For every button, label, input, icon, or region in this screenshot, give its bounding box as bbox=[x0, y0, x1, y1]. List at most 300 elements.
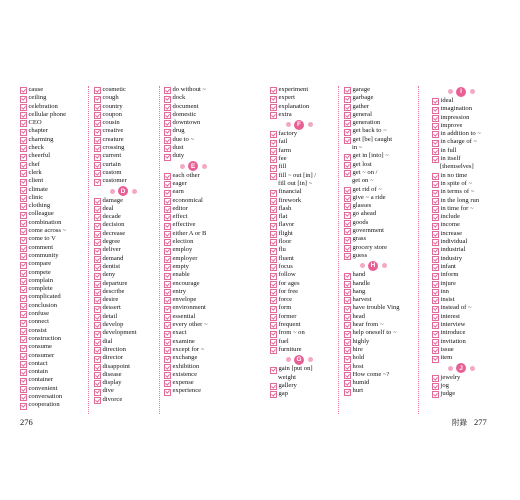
checkbox-icon[interactable] bbox=[164, 389, 171, 396]
checkbox-icon[interactable] bbox=[164, 129, 171, 136]
checkbox-icon[interactable] bbox=[94, 314, 101, 321]
checkbox-icon[interactable] bbox=[344, 339, 351, 346]
vocab-word: employer bbox=[172, 254, 198, 262]
checkbox-icon[interactable] bbox=[94, 273, 101, 280]
checkbox-icon[interactable] bbox=[20, 320, 27, 327]
vocab-word: examine bbox=[172, 337, 195, 345]
checkbox-icon[interactable] bbox=[20, 403, 27, 410]
checkbox-icon[interactable] bbox=[20, 170, 27, 177]
checkbox-icon[interactable] bbox=[270, 322, 277, 329]
vocab-word: invitation bbox=[440, 337, 466, 345]
vocab-entry bbox=[164, 313, 222, 321]
checkbox-icon[interactable] bbox=[344, 273, 351, 280]
checkbox-icon[interactable] bbox=[164, 87, 171, 94]
checkbox-icon[interactable] bbox=[20, 195, 27, 202]
checkbox-icon[interactable] bbox=[344, 322, 351, 329]
checkbox-icon[interactable] bbox=[432, 148, 439, 155]
checkbox-icon[interactable] bbox=[164, 380, 171, 387]
checkbox-icon[interactable] bbox=[20, 286, 27, 293]
vocab-word: farm bbox=[278, 146, 291, 154]
checkbox-icon[interactable] bbox=[270, 165, 277, 172]
checkbox-icon[interactable] bbox=[432, 173, 439, 180]
section-letter-badge: G bbox=[294, 355, 304, 365]
checkbox-icon[interactable] bbox=[432, 314, 439, 321]
checkbox-icon[interactable] bbox=[94, 162, 101, 169]
checkbox-icon[interactable] bbox=[20, 87, 27, 94]
checkbox-icon[interactable] bbox=[270, 306, 277, 313]
checkbox-icon[interactable] bbox=[94, 96, 101, 103]
vocab-word: due to ~ bbox=[172, 135, 195, 143]
checkbox-icon[interactable] bbox=[344, 137, 351, 144]
checkbox-icon[interactable] bbox=[164, 306, 171, 313]
checkbox-icon[interactable] bbox=[344, 170, 351, 177]
checkbox-icon[interactable] bbox=[270, 297, 277, 304]
checkbox-icon[interactable] bbox=[94, 281, 101, 288]
vocab-word: gallery bbox=[278, 381, 297, 389]
checkbox-icon[interactable] bbox=[20, 179, 27, 186]
checkbox-icon[interactable] bbox=[270, 273, 277, 280]
vocab-entry bbox=[270, 321, 328, 329]
vocab-entry bbox=[164, 387, 222, 395]
vocab-entry bbox=[20, 277, 66, 285]
checkbox-icon[interactable] bbox=[164, 190, 171, 197]
vocab-word: editor bbox=[172, 204, 188, 212]
vocab-word: garbage bbox=[352, 94, 374, 102]
vocab-word: handle bbox=[352, 279, 371, 287]
vocab-word: income bbox=[440, 221, 460, 229]
vocab-entry bbox=[20, 136, 66, 144]
checkbox-icon[interactable] bbox=[432, 331, 439, 338]
checkbox-icon[interactable] bbox=[94, 206, 101, 213]
checkbox-icon[interactable] bbox=[164, 347, 171, 354]
checkbox-icon[interactable] bbox=[270, 391, 277, 398]
checkbox-icon[interactable] bbox=[344, 104, 351, 111]
checkbox-icon[interactable] bbox=[432, 273, 439, 280]
vocab-word: firework bbox=[278, 196, 302, 204]
checkbox-icon[interactable] bbox=[270, 248, 277, 255]
checkbox-icon[interactable] bbox=[432, 289, 439, 296]
checkbox-icon[interactable] bbox=[344, 120, 351, 127]
vocab-entry bbox=[20, 219, 66, 227]
checkbox-icon[interactable] bbox=[270, 148, 277, 155]
checkbox-icon[interactable] bbox=[164, 289, 171, 296]
vocab-word: dust bbox=[172, 144, 184, 152]
checkbox-icon[interactable] bbox=[20, 345, 27, 352]
checkbox-icon[interactable] bbox=[94, 129, 101, 136]
checkbox-icon[interactable] bbox=[344, 87, 351, 94]
checkbox-icon[interactable] bbox=[432, 375, 439, 382]
vocab-entry bbox=[94, 169, 152, 177]
checkbox-icon[interactable] bbox=[164, 364, 171, 371]
vocab-entry bbox=[432, 263, 490, 271]
checkbox-icon[interactable] bbox=[164, 331, 171, 338]
checkbox-icon[interactable] bbox=[432, 347, 439, 354]
checkbox-icon[interactable] bbox=[270, 214, 277, 221]
checkbox-icon[interactable] bbox=[20, 129, 27, 136]
checkbox-icon[interactable] bbox=[432, 190, 439, 197]
checkbox-icon[interactable] bbox=[20, 311, 27, 318]
checkbox-icon[interactable] bbox=[432, 98, 439, 105]
vocab-word: effective bbox=[172, 221, 196, 229]
checkbox-icon[interactable] bbox=[344, 237, 351, 244]
checkbox-icon[interactable] bbox=[94, 289, 101, 296]
checkbox-icon[interactable] bbox=[344, 245, 351, 252]
checkbox-icon[interactable] bbox=[164, 104, 171, 111]
checkbox-icon[interactable] bbox=[270, 206, 277, 213]
checkbox-icon[interactable] bbox=[164, 223, 171, 230]
vocab-entry bbox=[432, 213, 490, 221]
checkbox-icon[interactable] bbox=[20, 328, 27, 335]
checkbox-icon[interactable] bbox=[270, 87, 277, 94]
checkbox-icon[interactable] bbox=[20, 253, 27, 260]
vocab-word: extra bbox=[278, 110, 292, 118]
vocab-entry-continuation: in ~ bbox=[352, 144, 363, 152]
vocab-word: form bbox=[278, 304, 292, 312]
checkbox-icon[interactable] bbox=[164, 239, 171, 246]
checkbox-icon[interactable] bbox=[164, 372, 171, 379]
checkbox-icon[interactable] bbox=[432, 281, 439, 288]
checkbox-icon[interactable] bbox=[20, 361, 27, 368]
vocab-word: gather bbox=[352, 102, 369, 110]
vocab-entry bbox=[270, 197, 328, 205]
checkbox-icon[interactable] bbox=[164, 264, 171, 271]
checkbox-icon[interactable] bbox=[164, 206, 171, 213]
checkbox-icon[interactable] bbox=[20, 162, 27, 169]
checkbox-icon[interactable] bbox=[432, 181, 439, 188]
checkbox-icon[interactable] bbox=[432, 383, 439, 390]
checkbox-icon[interactable] bbox=[432, 248, 439, 255]
checkbox-icon[interactable] bbox=[20, 295, 27, 302]
vocab-word: each other bbox=[172, 171, 200, 179]
vocab-word: customer bbox=[102, 177, 127, 185]
checkbox-icon[interactable] bbox=[94, 239, 101, 246]
section-letter-badge: I bbox=[456, 87, 466, 97]
checkbox-icon[interactable] bbox=[164, 181, 171, 188]
checkbox-icon[interactable] bbox=[432, 115, 439, 122]
checkbox-icon[interactable] bbox=[270, 339, 277, 346]
checkbox-icon[interactable] bbox=[344, 212, 351, 219]
checkbox-icon[interactable] bbox=[20, 237, 27, 244]
checkbox-icon[interactable] bbox=[344, 356, 351, 363]
checkbox-icon[interactable] bbox=[344, 314, 351, 321]
checkbox-icon[interactable] bbox=[432, 264, 439, 271]
vocab-entry bbox=[432, 390, 490, 398]
vocab-word: display bbox=[102, 379, 122, 387]
vocab-entry bbox=[20, 252, 66, 260]
checkbox-icon[interactable] bbox=[94, 264, 101, 271]
vocab-entry bbox=[344, 194, 402, 202]
checkbox-icon[interactable] bbox=[20, 336, 27, 343]
checkbox-icon[interactable] bbox=[20, 137, 27, 144]
checkbox-icon[interactable] bbox=[94, 145, 101, 152]
checkbox-icon[interactable] bbox=[164, 198, 171, 205]
vocab-entry bbox=[432, 354, 490, 362]
checkbox-icon[interactable] bbox=[20, 262, 27, 269]
vocab-entry bbox=[432, 147, 490, 155]
checkbox-icon[interactable] bbox=[344, 162, 351, 169]
checkbox-icon[interactable] bbox=[344, 187, 351, 194]
checkbox-icon[interactable] bbox=[432, 231, 439, 238]
checkbox-icon[interactable] bbox=[432, 339, 439, 346]
vocab-entry bbox=[270, 238, 328, 246]
checkbox-icon[interactable] bbox=[344, 347, 351, 354]
vocab-word: dentist bbox=[102, 262, 121, 270]
checkbox-icon[interactable] bbox=[164, 281, 171, 288]
vocab-word: for free bbox=[278, 287, 299, 295]
vocab-word: come across ~ bbox=[28, 227, 67, 235]
checkbox-icon[interactable] bbox=[94, 306, 101, 313]
vocab-entry bbox=[94, 280, 152, 288]
vocab-entry bbox=[270, 213, 328, 221]
checkbox-icon[interactable] bbox=[20, 270, 27, 277]
checkbox-icon[interactable] bbox=[432, 198, 439, 205]
checkbox-icon[interactable] bbox=[164, 297, 171, 304]
vocab-entry bbox=[432, 138, 490, 146]
checkbox-icon[interactable] bbox=[344, 129, 351, 136]
checkbox-icon[interactable] bbox=[20, 212, 27, 219]
checkbox-icon[interactable] bbox=[344, 297, 351, 304]
checkbox-icon[interactable] bbox=[94, 322, 101, 329]
checkbox-icon[interactable] bbox=[164, 339, 171, 346]
checkbox-icon[interactable] bbox=[20, 378, 27, 385]
vocab-word: complicated bbox=[28, 293, 61, 301]
checkbox-icon[interactable] bbox=[164, 322, 171, 329]
checkbox-icon[interactable] bbox=[164, 273, 171, 280]
checkbox-icon[interactable] bbox=[432, 107, 439, 114]
checkbox-icon[interactable] bbox=[432, 140, 439, 147]
vocab-word: consume bbox=[28, 343, 52, 351]
checkbox-icon[interactable] bbox=[94, 120, 101, 127]
checkbox-icon[interactable] bbox=[432, 297, 439, 304]
checkbox-icon[interactable] bbox=[270, 198, 277, 205]
checkbox-icon[interactable] bbox=[344, 154, 351, 161]
checkbox-icon[interactable] bbox=[20, 369, 27, 376]
checkbox-icon[interactable] bbox=[20, 353, 27, 360]
checkbox-icon[interactable] bbox=[94, 137, 101, 144]
vocab-word: comment bbox=[28, 243, 54, 251]
checkbox-icon[interactable] bbox=[270, 281, 277, 288]
checkbox-icon[interactable] bbox=[94, 198, 101, 205]
checkbox-icon[interactable] bbox=[164, 356, 171, 363]
vocab-word: exhibition bbox=[172, 362, 200, 370]
checkbox-icon[interactable] bbox=[270, 289, 277, 296]
vocab-word: get rid of ~ bbox=[352, 185, 382, 193]
checkbox-icon[interactable] bbox=[432, 306, 439, 313]
vocab-entry bbox=[164, 321, 222, 329]
checkbox-icon[interactable] bbox=[164, 248, 171, 255]
checkbox-icon[interactable] bbox=[270, 231, 277, 238]
checkbox-icon[interactable] bbox=[94, 112, 101, 119]
checkbox-icon[interactable] bbox=[164, 314, 171, 321]
checkbox-icon[interactable] bbox=[94, 154, 101, 161]
checkbox-icon[interactable] bbox=[94, 389, 101, 396]
checkbox-icon[interactable] bbox=[20, 145, 27, 152]
checkbox-icon[interactable] bbox=[432, 156, 439, 163]
checkbox-icon[interactable] bbox=[94, 364, 101, 371]
checkbox-icon[interactable] bbox=[94, 231, 101, 238]
checkbox-icon[interactable] bbox=[94, 339, 101, 346]
checkbox-icon[interactable] bbox=[20, 203, 27, 210]
checkbox-icon[interactable] bbox=[344, 253, 351, 260]
checkbox-icon[interactable] bbox=[20, 112, 27, 119]
checkbox-icon[interactable] bbox=[164, 112, 171, 119]
vocab-word: crossing bbox=[102, 144, 125, 152]
vocab-entry bbox=[164, 263, 222, 271]
checkbox-icon[interactable] bbox=[94, 297, 101, 304]
checkbox-icon[interactable] bbox=[270, 383, 277, 390]
vocab-word: empty bbox=[172, 262, 189, 270]
vocab-word: complain bbox=[28, 276, 54, 284]
checkbox-icon[interactable] bbox=[344, 228, 351, 235]
checkbox-icon[interactable] bbox=[432, 223, 439, 230]
vocab-entry bbox=[270, 288, 328, 296]
checkbox-icon[interactable] bbox=[344, 195, 351, 202]
checkbox-icon[interactable] bbox=[270, 96, 277, 103]
vocab-entry bbox=[94, 338, 152, 346]
checkbox-icon[interactable] bbox=[344, 203, 351, 210]
checkbox-icon[interactable] bbox=[20, 394, 27, 401]
checkbox-icon[interactable] bbox=[164, 96, 171, 103]
checkbox-icon[interactable] bbox=[270, 239, 277, 246]
checkbox-icon[interactable] bbox=[344, 380, 351, 387]
checkbox-icon[interactable] bbox=[94, 372, 101, 379]
checkbox-icon[interactable] bbox=[270, 264, 277, 271]
vocab-word: dive bbox=[102, 387, 114, 395]
checkbox-icon[interactable] bbox=[344, 389, 351, 396]
checkbox-icon[interactable] bbox=[432, 391, 439, 398]
checkbox-icon[interactable] bbox=[432, 322, 439, 329]
checkbox-icon[interactable] bbox=[344, 220, 351, 227]
vocab-word: host bbox=[352, 362, 364, 370]
checkbox-icon[interactable] bbox=[344, 96, 351, 103]
checkbox-icon[interactable] bbox=[20, 104, 27, 111]
vocab-entry bbox=[270, 221, 328, 229]
checkbox-icon[interactable] bbox=[94, 104, 101, 111]
checkbox-icon[interactable] bbox=[20, 120, 27, 127]
checkbox-icon[interactable] bbox=[344, 112, 351, 119]
checkbox-icon[interactable] bbox=[164, 173, 171, 180]
checkbox-icon[interactable] bbox=[432, 206, 439, 213]
checkbox-icon[interactable] bbox=[270, 112, 277, 119]
vocab-entry bbox=[94, 387, 152, 395]
vocab-entry bbox=[432, 280, 490, 288]
checkbox-icon[interactable] bbox=[270, 104, 277, 111]
checkbox-icon[interactable] bbox=[270, 367, 277, 374]
checkbox-icon[interactable] bbox=[164, 120, 171, 127]
checkbox-icon[interactable] bbox=[270, 131, 277, 138]
vocab-entry bbox=[94, 396, 152, 404]
vocab-entry bbox=[344, 86, 402, 94]
checkbox-icon[interactable] bbox=[270, 314, 277, 321]
checkbox-icon[interactable] bbox=[344, 364, 351, 371]
checkbox-icon[interactable] bbox=[270, 347, 277, 354]
vocab-entry bbox=[94, 313, 152, 321]
decorative-dot-icon bbox=[132, 189, 137, 194]
checkbox-icon[interactable] bbox=[270, 190, 277, 197]
vocab-entry bbox=[344, 103, 402, 111]
vocab-entry bbox=[94, 379, 152, 387]
checkbox-icon[interactable] bbox=[94, 347, 101, 354]
checkbox-icon[interactable] bbox=[20, 303, 27, 310]
vocab-word: client bbox=[28, 177, 44, 185]
vocab-entry bbox=[94, 371, 152, 379]
checkbox-icon[interactable] bbox=[20, 187, 27, 194]
checkbox-icon[interactable] bbox=[270, 140, 277, 147]
checkbox-icon[interactable] bbox=[270, 256, 277, 263]
vocab-word: hear from ~ bbox=[352, 321, 384, 329]
checkbox-icon[interactable] bbox=[270, 331, 277, 338]
checkbox-icon[interactable] bbox=[270, 156, 277, 163]
vocab-word: contain bbox=[28, 368, 48, 376]
vocab-word: envelope bbox=[172, 296, 197, 304]
vocab-word: imagination bbox=[440, 105, 472, 113]
checkbox-icon[interactable] bbox=[432, 356, 439, 363]
checkbox-icon[interactable] bbox=[94, 170, 101, 177]
checkbox-icon[interactable] bbox=[20, 220, 27, 227]
checkbox-icon[interactable] bbox=[432, 239, 439, 246]
checkbox-icon[interactable] bbox=[164, 145, 171, 152]
checkbox-icon[interactable] bbox=[432, 214, 439, 221]
checkbox-icon[interactable] bbox=[344, 281, 351, 288]
checkbox-icon[interactable] bbox=[94, 214, 101, 221]
vocab-word: glasses bbox=[352, 202, 372, 210]
checkbox-icon[interactable] bbox=[270, 173, 277, 180]
vocab-word: check bbox=[28, 144, 44, 152]
checkbox-icon[interactable] bbox=[94, 256, 101, 263]
checkbox-icon[interactable] bbox=[344, 306, 351, 313]
checkbox-icon[interactable] bbox=[94, 331, 101, 338]
checkbox-icon[interactable] bbox=[432, 131, 439, 138]
checkbox-icon[interactable] bbox=[20, 386, 27, 393]
vocab-word: complete bbox=[28, 285, 53, 293]
checkbox-icon[interactable] bbox=[94, 397, 101, 404]
vocab-entry bbox=[94, 271, 152, 279]
checkbox-icon[interactable] bbox=[20, 96, 27, 103]
vocab-word: introduce bbox=[440, 329, 466, 337]
checkbox-icon[interactable] bbox=[270, 223, 277, 230]
checkbox-icon[interactable] bbox=[164, 214, 171, 221]
checkbox-icon[interactable] bbox=[164, 137, 171, 144]
checkbox-icon[interactable] bbox=[344, 372, 351, 379]
checkbox-icon[interactable] bbox=[20, 245, 27, 252]
vocab-word: except for ~ bbox=[172, 345, 205, 353]
section-letter-header bbox=[164, 161, 222, 172]
checkbox-icon[interactable] bbox=[164, 154, 171, 161]
checkbox-icon[interactable] bbox=[94, 223, 101, 230]
checkbox-icon[interactable] bbox=[94, 356, 101, 363]
vocab-entry bbox=[164, 271, 222, 279]
checkbox-icon[interactable] bbox=[94, 87, 101, 94]
checkbox-icon[interactable] bbox=[432, 256, 439, 263]
checkbox-icon[interactable] bbox=[164, 256, 171, 263]
vocab-entry bbox=[20, 343, 66, 351]
checkbox-icon[interactable] bbox=[20, 228, 27, 235]
checkbox-icon[interactable] bbox=[344, 331, 351, 338]
vocab-entry bbox=[20, 161, 66, 169]
checkbox-icon[interactable] bbox=[20, 154, 27, 161]
checkbox-icon[interactable] bbox=[432, 123, 439, 130]
vocab-word: highly bbox=[352, 337, 370, 345]
vocab-entry bbox=[344, 94, 402, 102]
checkbox-icon[interactable] bbox=[94, 380, 101, 387]
checkbox-icon[interactable] bbox=[344, 289, 351, 296]
checkbox-icon[interactable] bbox=[94, 179, 101, 186]
vocab-entry bbox=[344, 219, 402, 227]
vocab-entry bbox=[94, 94, 152, 102]
checkbox-icon[interactable] bbox=[20, 278, 27, 285]
checkbox-icon[interactable] bbox=[164, 231, 171, 238]
checkbox-icon[interactable] bbox=[94, 248, 101, 255]
